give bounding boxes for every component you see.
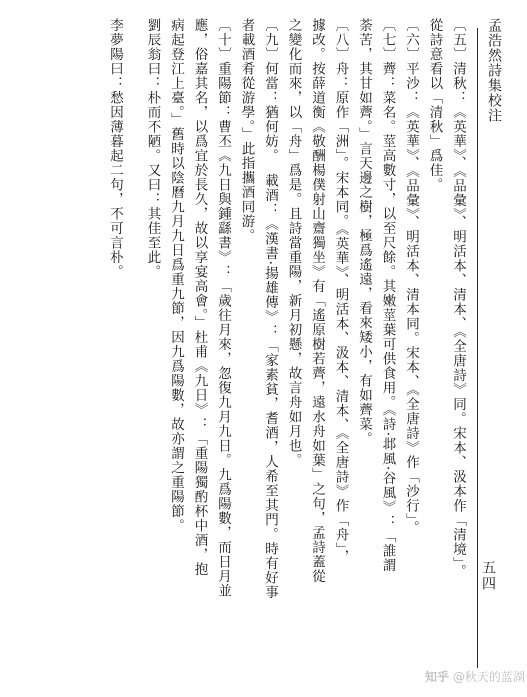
watermark	[425, 668, 525, 685]
note-line: 據改。按薛道衡《敬酬楊僕射山齋獨坐》有「遙原樹若薺，遠水舟如葉」之句，孟詩蓋從	[309, 18, 325, 584]
commentary-line: 劉辰翁曰：朴而不陋。又曰：其佳至此。	[144, 18, 161, 279]
note-line: 〔八〕舟：原作「洲」。宋本同。《英華》、明活本、汲本、清本、《全唐詩》作「舟」，	[332, 18, 349, 565]
note-line: 應，俗嘉其名，以爲宜於長久，故以享宴高會。」杜甫《九日》：「重陽獨酌杯中酒，抱	[191, 18, 208, 577]
note-line: 者載酒肴從游學。」此指攜酒同游。	[238, 18, 255, 244]
annotation-text-block	[39, 18, 469, 668]
header-rule	[477, 28, 478, 668]
note-line: 從詩意看以「清秋」爲佳。	[426, 18, 443, 192]
note-line: 〔九〕何當：猶何妨。 載酒：《漢書·揚雄傳》：「家素貧，耆酒，人希至其門。時有好事	[262, 18, 278, 600]
running-header-title: 孟浩然詩集校注	[486, 18, 502, 123]
note-line: 〔七〕薺：菜名。莖高數寸，以至尺餘。其嫩莖葉可供食用。《詩·邶風·谷風》：「誰謂	[379, 18, 396, 573]
commentary-line: 李夢陽曰：愁因薄暮起二句，不可言朴。	[107, 18, 123, 279]
watermark-logo: 知乎	[425, 670, 450, 684]
note-line: 病起登江上臺。」舊時以陰曆九月九日爲重九節，因九爲陽數，故亦謂之重陽節。	[168, 18, 184, 534]
note-line: 〔十〕重陽節：曹丕《九日與鍾繇書》：「歲往月來，忽復九月九日。九爲陽數，而日月並	[215, 18, 231, 598]
note-line: 〔五〕清秋：《英華》、《品彙》、明活本、清本、《全唐詩》同。宋本、汲本作「清境」。	[450, 18, 466, 579]
note-line: 荼苦，其甘如薺。」言天邊之樹，極爲遙遠，看來矮小，有如薺菜。	[356, 18, 372, 447]
note-line: 之變化而來，以「舟」爲是。且詩當重陽，新月初懸，故言舟如月也。	[285, 18, 302, 468]
watermark-author: @秋天的蓝湖	[452, 670, 525, 684]
note-line: 〔六〕平沙：《英華》、《品彙》、明活本、清本同。宋本、《全唐詩》作「沙行」。	[403, 18, 419, 536]
page-number: 五四	[480, 560, 496, 592]
